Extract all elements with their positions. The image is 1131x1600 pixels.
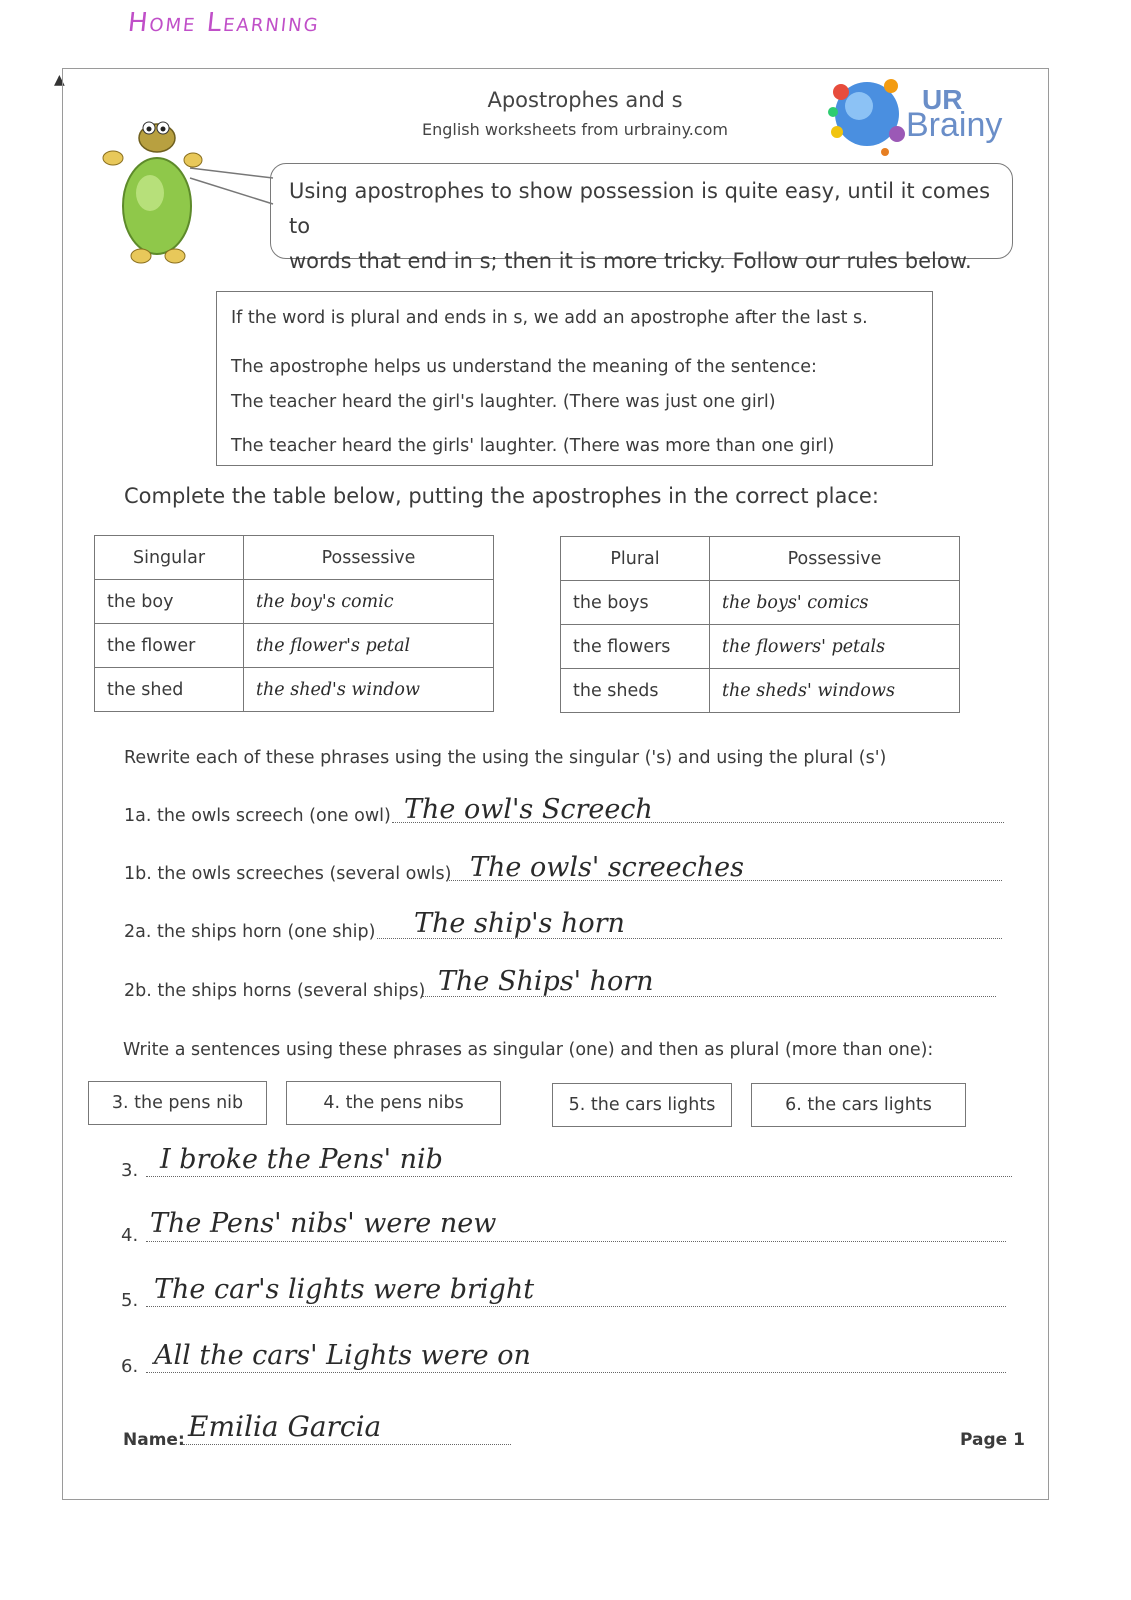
possessive-answer-cell[interactable]: the shed's window	[244, 668, 494, 712]
worksheet-subtitle: English worksheets from urbrainy.com	[421, 120, 729, 139]
rewrite-instruction: Rewrite each of these phrases using the using the singular ('s) and using the plural (s')	[124, 748, 887, 768]
logo-text-ur: UR	[922, 84, 963, 115]
singular-cell: the shed	[95, 668, 244, 712]
singular-header: Singular	[95, 536, 244, 580]
answer-line	[146, 1372, 1006, 1373]
sentence-number: 3.	[121, 1160, 139, 1181]
answer-line	[146, 1306, 1006, 1307]
home-learning-note: Home Learning	[126, 8, 322, 38]
possessive-answer-cell[interactable]: the sheds' windows	[710, 669, 960, 713]
plural-cell: the sheds	[561, 669, 710, 713]
name-line	[183, 1444, 511, 1445]
plural-cell: the boys	[561, 581, 710, 625]
logo-text-brainy: Brainy	[906, 106, 1003, 144]
rule-line-4: The teacher heard the girls' laughter. (There was more than one girl)	[231, 436, 835, 456]
phrase-box: 5. the cars lights	[552, 1083, 732, 1127]
sentence-number: 5.	[121, 1290, 139, 1311]
singular-cell: the flower	[95, 624, 244, 668]
sentence-number: 4.	[121, 1225, 139, 1246]
rules-box	[216, 291, 933, 466]
sentence-instruction: Write a sentences using these phrases as singular (one) and then as plural (more than one):	[123, 1040, 934, 1060]
intro-speech-bubble	[270, 163, 1013, 273]
margin-mark: ▲	[54, 72, 65, 88]
phrase-box: 4. the pens nibs	[286, 1081, 501, 1125]
sentence-answer[interactable]: All the cars' Lights were on	[154, 1340, 531, 1371]
page-number: Page 1	[960, 1430, 1025, 1450]
rewrite-prompt: 2b. the ships horns (several ships)	[124, 981, 426, 1001]
possessive-answer-cell[interactable]: the flower's petal	[244, 624, 494, 668]
tortoise-mascot	[95, 108, 275, 268]
intro-line-1: Using apostrophes to show possession is quite easy, until it comes to	[289, 179, 991, 238]
rewrite-answer[interactable]: The ship's horn	[414, 908, 625, 939]
phrase-box: 3. the pens nib	[88, 1081, 267, 1125]
possessive-answer-cell[interactable]: the boys' comics	[710, 581, 960, 625]
rule-line-3: The teacher heard the girl's laughter. (There was just one girl)	[231, 392, 776, 412]
rewrite-prompt: 1a. the owls screech (one owl)	[124, 806, 391, 826]
possessive-answer-cell[interactable]: the boy's comic	[244, 580, 494, 624]
sentence-answer[interactable]: The Pens' nibs' were new	[150, 1208, 497, 1239]
plural-header: Plural	[561, 537, 710, 581]
answer-line	[146, 1176, 1012, 1177]
plural-cell: the flowers	[561, 625, 710, 669]
worksheet-title: Apostrophes and s	[487, 88, 683, 112]
possessive-answer-cell[interactable]: the flowers' petals	[710, 625, 960, 669]
rewrite-prompt: 2a. the ships horn (one ship)	[124, 922, 376, 942]
possessive-header: Possessive	[244, 536, 494, 580]
singular-table	[94, 535, 494, 712]
name-label: Name:	[123, 1430, 185, 1450]
name-value[interactable]: Emilia Garcia	[188, 1410, 382, 1443]
rewrite-answer[interactable]: The owls' screeches	[470, 852, 745, 883]
singular-cell: the boy	[95, 580, 244, 624]
rewrite-answer[interactable]: The owl's Screech	[404, 794, 653, 825]
table-instruction: Complete the table below, putting the apostrophes in the correct place:	[124, 484, 879, 508]
sentence-answer[interactable]: The car's lights were bright	[154, 1274, 535, 1305]
rewrite-answer[interactable]: The Ships' horn	[438, 966, 654, 997]
plural-table	[560, 536, 960, 713]
answer-line	[146, 1241, 1006, 1242]
rule-line-2: The apostrophe helps us understand the meaning of the sentence:	[231, 357, 817, 377]
intro-line-2: words that end in s; then it is more tricky. Follow our rules below.	[289, 249, 972, 273]
rule-line-1: If the word is plural and ends in s, we add an apostrophe after the last s.	[231, 308, 868, 328]
rewrite-prompt: 1b. the owls screeches (several owls)	[124, 864, 452, 884]
sentence-number: 6.	[121, 1356, 139, 1377]
possessive-header: Possessive	[710, 537, 960, 581]
phrase-box: 6. the cars lights	[751, 1083, 966, 1127]
sentence-answer[interactable]: I broke the Pens' nib	[160, 1144, 443, 1175]
